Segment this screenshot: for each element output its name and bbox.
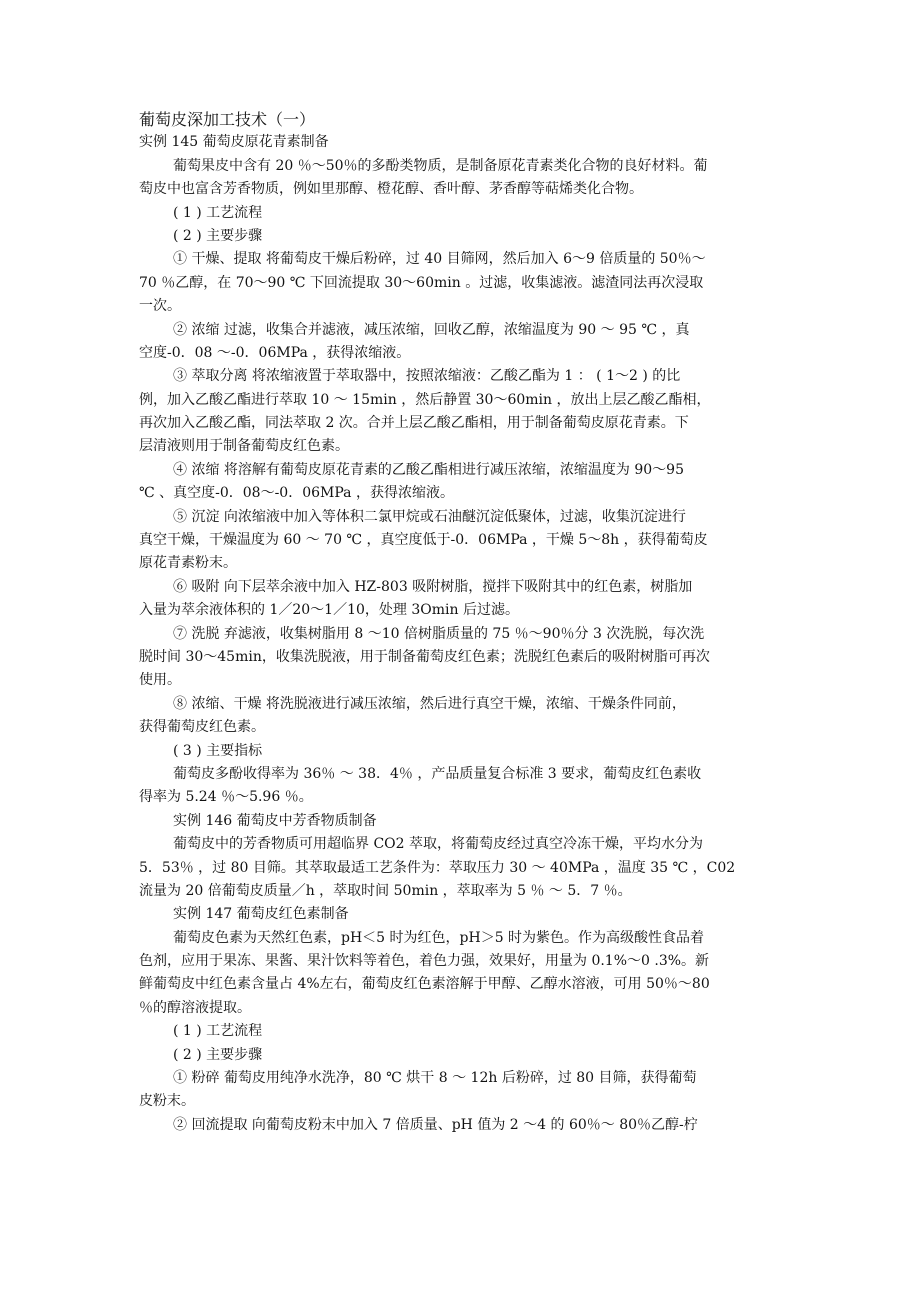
- step-line: 获得葡萄皮红色素。: [139, 719, 265, 736]
- paragraph-line: 5．53％ ，过 80 目筛。其萃取最适工艺条件为：萃取压力 30 ～ 40MPa ，温度 35 ℃ ，C02: [139, 859, 736, 876]
- step-line: 入量为萃余液体积的 1／20～1／10，处理 3Omin 后过滤。: [139, 602, 519, 619]
- step-line: ④ 浓缩 将溶解有葡萄皮原花青素的乙酸乙酯相进行减压浓缩，浓缩温度为 90～95: [173, 461, 684, 478]
- step-line: 70 ％乙醇，在 70～90 ℃ 下回流提取 30～60min 。过滤，收集滤液。滤渣同法再次浸取: [139, 274, 704, 291]
- section-main-steps: ( 2 ) 主要步骤: [173, 1046, 263, 1063]
- step-line: 使用。: [139, 672, 181, 689]
- step-line: 脱时间 30～45min，收集洗脱液，用于制备葡萄皮红色素；洗脱红色素后的吸附树脂可再次: [139, 648, 710, 665]
- paragraph-line: 流量为 20 倍葡萄皮质量／h ，萃取时间 50min ，萃取率为 5 ％ ～ 5．7 ％。: [139, 882, 632, 899]
- step-line: ① 粉碎 葡萄皮用纯净水洗净，80 ℃ 烘干 8 ～ 12h 后粉碎，过 80 目筛，获得葡萄: [173, 1070, 697, 1087]
- section-main-steps: ( 2 ) 主要步骤: [173, 227, 263, 244]
- step-line: ③ 萃取分离 将浓缩液置于萃取器中，按照浓缩液：乙酸乙酯为 1 ： ( 1～2 ) 的比: [173, 368, 681, 385]
- step-line: ⑥ 吸附 向下层萃余液中加入 HZ-803 吸附树脂，搅拌下吸附其中的红色素，树脂加: [173, 578, 693, 595]
- step-line: 再次加入乙酸乙酯，同法萃取 2 次。合并上层乙酸乙酯相，用于制备葡萄皮原花青素。下: [139, 415, 689, 432]
- paragraph-line: 葡萄皮色素为天然红色素，pH＜5 时为红色，pH＞5 时为紫色。作为高级酸性食品着: [173, 929, 705, 946]
- step-line: ⑧ 浓缩、干燥 将洗脱液进行减压浓缩，然后进行真空干燥，浓缩、干燥条件同前，: [173, 695, 686, 712]
- paragraph-line: 鲜葡萄皮中红色素含量占 4%左右，葡萄皮红色素溶解于甲醇、乙醇水溶液，可用 50％～80: [139, 976, 710, 993]
- step-line: 原花青素粉末。: [139, 555, 237, 572]
- section-process-flow: ( 1 ) 工艺流程: [173, 204, 263, 221]
- step-line: ℃ 、真空度-0．08～-0．06MPa ，获得浓缩液。: [139, 485, 454, 502]
- step-line: ② 浓缩 过滤，收集合并滤液，减压浓缩，回收乙醇，浓缩温度为 90 ～ 95 ℃ ，真: [173, 321, 690, 338]
- document-title: 葡萄皮深加工技术（一）: [139, 110, 316, 129]
- step-line: 皮粉末。: [139, 1093, 195, 1110]
- paragraph-line: 葡萄果皮中含有 20 ％～50％的多酚类物质，是制备原花青素类化合物的良好材料。葡: [173, 157, 708, 174]
- paragraph-line: 葡萄皮中的芳香物质可用超临界 CO2 萃取，将葡萄皮经过真空冷冻干燥，平均水分为: [173, 836, 703, 853]
- example-145-heading: 实例 145 葡萄皮原花青素制备: [139, 134, 329, 151]
- step-line: ⑦ 洗脱 弃滤液，收集树脂用 8 ～10 倍树脂质量的 75 ％～90％分 3 次洗脱，每次洗: [173, 625, 705, 642]
- step-line: ② 回流提取 向葡萄皮粉末中加入 7 倍质量、pH 值为 2 ～4 的 60％～ 80％乙醇-柠: [173, 1116, 698, 1133]
- section-process-flow: ( 1 ) 工艺流程: [173, 1023, 263, 1040]
- step-line: 真空干燥，干燥温度为 60 ～ 70 ℃ ，真空度低于-0．06MPa ，干燥 5～8h ，获得葡萄皮: [139, 532, 708, 549]
- document-page: [139, 108, 799, 1137]
- step-line: 例，加入乙酸乙酯进行萃取 10 ～ 15min ，然后静置 30～60min ，放出上层乙酸乙酯相，: [139, 391, 711, 408]
- paragraph-line: 萄皮中也富含芳香物质，例如里那醇、橙花醇、香叶醇、茅香醇等萜烯类化合物。: [139, 181, 643, 198]
- step-line: ⑤ 沉淀 向浓缩液中加入等体积二氯甲烷或石油醚沉淀低聚体，过滤，收集沉淀进行: [173, 508, 686, 525]
- section-main-indicators: ( 3 ) 主要指标: [173, 742, 263, 759]
- step-line: 空度-0．08 ～-0．06MPa ，获得浓缩液。: [139, 344, 411, 361]
- paragraph-line: ％的醇溶液提取。: [139, 999, 251, 1016]
- paragraph-line: 色剂，应用于果冻、果酱、果汁饮料等着色，着色力强，效果好，用量为 0.1%～0 .3%。新: [139, 953, 710, 970]
- step-line: 层清液则用于制备葡萄皮红色素。: [139, 438, 349, 455]
- paragraph-line: 得率为 5.24 ％～5.96 ％。: [139, 789, 313, 806]
- step-line: ① 干燥、提取 将葡萄皮干燥后粉碎，过 40 目筛网，然后加入 6～9 倍质量的 50％～: [173, 251, 706, 268]
- paragraph-line: 葡萄皮多酚收得率为 36％ ～ 38．4％ ，产品质量复合标准 3 要求，葡萄皮红色素收: [173, 765, 702, 782]
- example-146-heading: 实例 146 葡萄皮中芳香物质制备: [173, 812, 377, 829]
- example-147-heading: 实例 147 葡萄皮红色素制备: [173, 906, 349, 923]
- step-line: 一次。: [139, 298, 181, 315]
